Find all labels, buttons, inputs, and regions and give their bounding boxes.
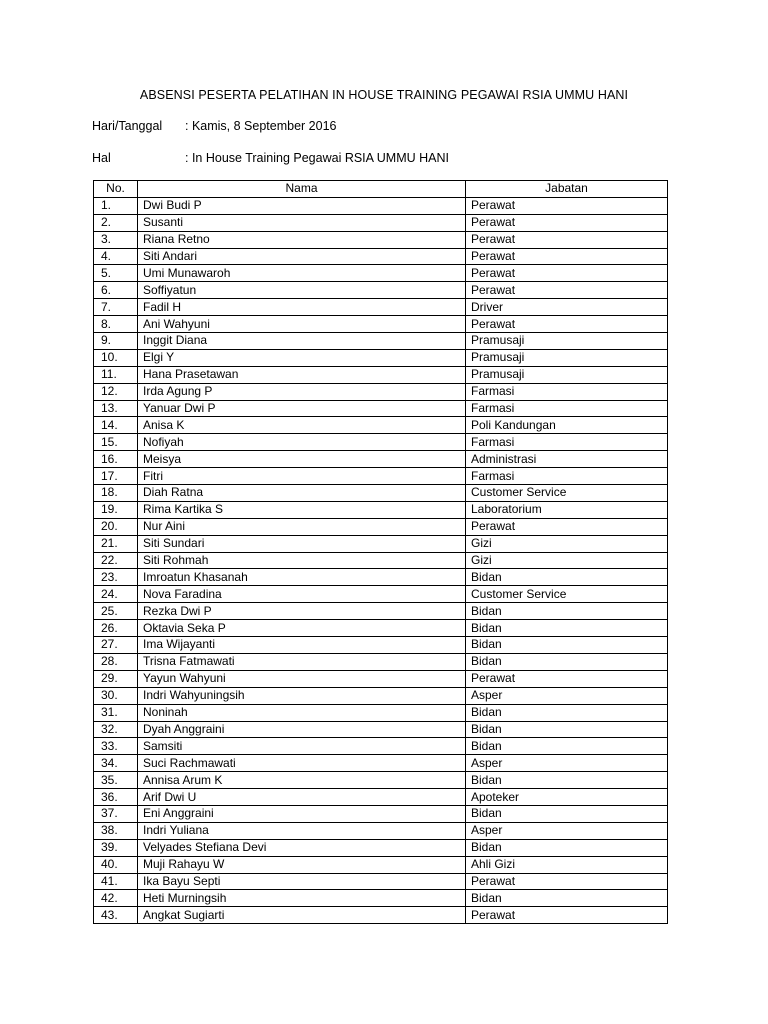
table-row (94, 873, 668, 890)
row-position: Bidan (466, 637, 668, 654)
row-name: Oktavia Seka P (138, 620, 466, 637)
row-name: Annisa Arum K (138, 772, 466, 789)
table-row (94, 856, 668, 873)
subject-value: : In House Training Pegawai RSIA UMMU HANI (185, 151, 449, 165)
row-position: Perawat (466, 670, 668, 687)
table-row (94, 687, 668, 704)
table-row (94, 485, 668, 502)
row-position: Farmasi (466, 434, 668, 451)
subject-line (92, 151, 449, 165)
row-number: 11. (94, 366, 138, 383)
row-position: Perawat (466, 316, 668, 333)
table-row (94, 366, 668, 383)
row-position: Bidan (466, 839, 668, 856)
row-name: Meisya (138, 451, 466, 468)
row-number: 37. (94, 805, 138, 822)
row-position: Perawat (466, 282, 668, 299)
row-number: 8. (94, 316, 138, 333)
row-position: Bidan (466, 620, 668, 637)
row-number: 32. (94, 721, 138, 738)
row-number: 29. (94, 670, 138, 687)
row-number: 39. (94, 839, 138, 856)
table-row (94, 451, 668, 468)
row-position: Customer Service (466, 586, 668, 603)
row-number: 18. (94, 485, 138, 502)
table-row (94, 805, 668, 822)
table-row (94, 839, 668, 856)
row-name: Nur Aini (138, 518, 466, 535)
table-row (94, 755, 668, 772)
row-number: 6. (94, 282, 138, 299)
row-name: Hana Prasetawan (138, 366, 466, 383)
row-number: 19. (94, 501, 138, 518)
table-row (94, 704, 668, 721)
table-row (94, 349, 668, 366)
row-name: Siti Rohmah (138, 552, 466, 569)
row-number: 5. (94, 265, 138, 282)
row-name: Heti Murningsih (138, 890, 466, 907)
header-nama: Nama (138, 181, 466, 198)
row-number: 15. (94, 434, 138, 451)
row-position: Apoteker (466, 789, 668, 806)
row-position: Asper (466, 755, 668, 772)
table-row (94, 231, 668, 248)
date-line (92, 119, 336, 133)
row-number: 31. (94, 704, 138, 721)
row-position: Bidan (466, 721, 668, 738)
row-number: 10. (94, 349, 138, 366)
table-row (94, 468, 668, 485)
row-position: Customer Service (466, 485, 668, 502)
table-row (94, 890, 668, 907)
table-row (94, 197, 668, 214)
row-position: Laboratorium (466, 501, 668, 518)
row-number: 26. (94, 620, 138, 637)
table-row (94, 282, 668, 299)
table-row (94, 434, 668, 451)
row-number: 27. (94, 637, 138, 654)
row-number: 20. (94, 518, 138, 535)
table-row (94, 721, 668, 738)
row-name: Diah Ratna (138, 485, 466, 502)
row-name: Indri Yuliana (138, 822, 466, 839)
row-name: Eni Anggraini (138, 805, 466, 822)
row-position: Asper (466, 822, 668, 839)
table-row (94, 670, 668, 687)
row-number: 41. (94, 873, 138, 890)
table-row (94, 265, 668, 282)
attendance-table (93, 180, 668, 924)
row-name: Noninah (138, 704, 466, 721)
row-name: Yanuar Dwi P (138, 400, 466, 417)
table-row (94, 620, 668, 637)
table-row (94, 383, 668, 400)
row-position: Bidan (466, 805, 668, 822)
row-position: Perawat (466, 197, 668, 214)
table-row (94, 316, 668, 333)
row-number: 16. (94, 451, 138, 468)
row-number: 33. (94, 738, 138, 755)
row-number: 35. (94, 772, 138, 789)
row-number: 7. (94, 299, 138, 316)
table-row (94, 772, 668, 789)
row-number: 2. (94, 214, 138, 231)
row-position: Perawat (466, 873, 668, 890)
row-position: Bidan (466, 772, 668, 789)
date-value: : Kamis, 8 September 2016 (185, 119, 337, 133)
row-name: Dyah Anggraini (138, 721, 466, 738)
row-position: Asper (466, 687, 668, 704)
row-position: Pramusaji (466, 366, 668, 383)
row-name: Irda Agung P (138, 383, 466, 400)
row-number: 12. (94, 383, 138, 400)
table-row (94, 552, 668, 569)
row-number: 24. (94, 586, 138, 603)
table-row (94, 789, 668, 806)
subject-label: Hal (92, 151, 111, 165)
table-row (94, 569, 668, 586)
table-body (94, 197, 668, 923)
row-position: Bidan (466, 890, 668, 907)
row-name: Elgi Y (138, 349, 466, 366)
row-position: Administrasi (466, 451, 668, 468)
row-number: 36. (94, 789, 138, 806)
row-number: 4. (94, 248, 138, 265)
row-number: 43. (94, 907, 138, 924)
row-name: Suci Rachmawati (138, 755, 466, 772)
row-name: Susanti (138, 214, 466, 231)
row-number: 9. (94, 333, 138, 350)
header-jabatan: Jabatan (466, 181, 668, 198)
row-position: Ahli Gizi (466, 856, 668, 873)
row-number: 13. (94, 400, 138, 417)
date-label: Hari/Tanggal (92, 119, 163, 133)
row-name: Nofiyah (138, 434, 466, 451)
row-name: Velyades Stefiana Devi (138, 839, 466, 856)
header-no: No. (94, 181, 138, 198)
row-position: Perawat (466, 214, 668, 231)
row-position: Bidan (466, 704, 668, 721)
row-position: Bidan (466, 569, 668, 586)
row-number: 3. (94, 231, 138, 248)
table-row (94, 738, 668, 755)
row-position: Perawat (466, 907, 668, 924)
row-name: Fitri (138, 468, 466, 485)
table-row (94, 501, 668, 518)
row-position: Driver (466, 299, 668, 316)
row-name: Rima Kartika S (138, 501, 466, 518)
table-row (94, 535, 668, 552)
row-number: 42. (94, 890, 138, 907)
row-number: 22. (94, 552, 138, 569)
row-name: Yayun Wahyuni (138, 670, 466, 687)
row-number: 34. (94, 755, 138, 772)
table-row (94, 907, 668, 924)
document-title: ABSENSI PESERTA PELATIHAN IN HOUSE TRAINING PEGAWAI RSIA UMMU HANI (139, 88, 629, 102)
table-row (94, 822, 668, 839)
row-number: 38. (94, 822, 138, 839)
table-row (94, 417, 668, 434)
row-number: 23. (94, 569, 138, 586)
row-name: Ani Wahyuni (138, 316, 466, 333)
row-position: Farmasi (466, 468, 668, 485)
row-number: 28. (94, 653, 138, 670)
row-name: Riana Retno (138, 231, 466, 248)
row-name: Arif Dwi U (138, 789, 466, 806)
table-row (94, 333, 668, 350)
row-position: Perawat (466, 265, 668, 282)
row-name: Imroatun Khasanah (138, 569, 466, 586)
row-position: Farmasi (466, 400, 668, 417)
row-position: Gizi (466, 535, 668, 552)
row-position: Bidan (466, 738, 668, 755)
row-name: Soffiyatun (138, 282, 466, 299)
table-row (94, 400, 668, 417)
row-position: Perawat (466, 248, 668, 265)
row-position: Bidan (466, 603, 668, 620)
row-number: 21. (94, 535, 138, 552)
row-name: Nova Faradina (138, 586, 466, 603)
row-position: Farmasi (466, 383, 668, 400)
row-name: Trisna Fatmawati (138, 653, 466, 670)
row-number: 30. (94, 687, 138, 704)
row-name: Indri Wahyuningsih (138, 687, 466, 704)
row-position: Perawat (466, 231, 668, 248)
row-number: 17. (94, 468, 138, 485)
row-name: Samsiti (138, 738, 466, 755)
row-name: Rezka Dwi P (138, 603, 466, 620)
table-row (94, 299, 668, 316)
row-name: Dwi Budi P (138, 197, 466, 214)
row-name: Ima Wijayanti (138, 637, 466, 654)
row-position: Perawat (466, 518, 668, 535)
row-number: 25. (94, 603, 138, 620)
row-name: Siti Andari (138, 248, 466, 265)
row-position: Pramusaji (466, 349, 668, 366)
table-row (94, 214, 668, 231)
row-name: Fadil H (138, 299, 466, 316)
table-row (94, 637, 668, 654)
row-name: Ika Bayu Septi (138, 873, 466, 890)
row-name: Angkat Sugiarti (138, 907, 466, 924)
table-row (94, 603, 668, 620)
table-row (94, 518, 668, 535)
row-name: Muji Rahayu W (138, 856, 466, 873)
row-position: Poli Kandungan (466, 417, 668, 434)
row-name: Anisa K (138, 417, 466, 434)
table-row (94, 586, 668, 603)
row-name: Umi Munawaroh (138, 265, 466, 282)
row-name: Siti Sundari (138, 535, 466, 552)
row-position: Gizi (466, 552, 668, 569)
row-number: 14. (94, 417, 138, 434)
row-number: 1. (94, 197, 138, 214)
table-header-row (94, 181, 668, 198)
table-row (94, 653, 668, 670)
row-position: Pramusaji (466, 333, 668, 350)
table-row (94, 248, 668, 265)
row-position: Bidan (466, 653, 668, 670)
row-number: 40. (94, 856, 138, 873)
row-name: Inggit Diana (138, 333, 466, 350)
